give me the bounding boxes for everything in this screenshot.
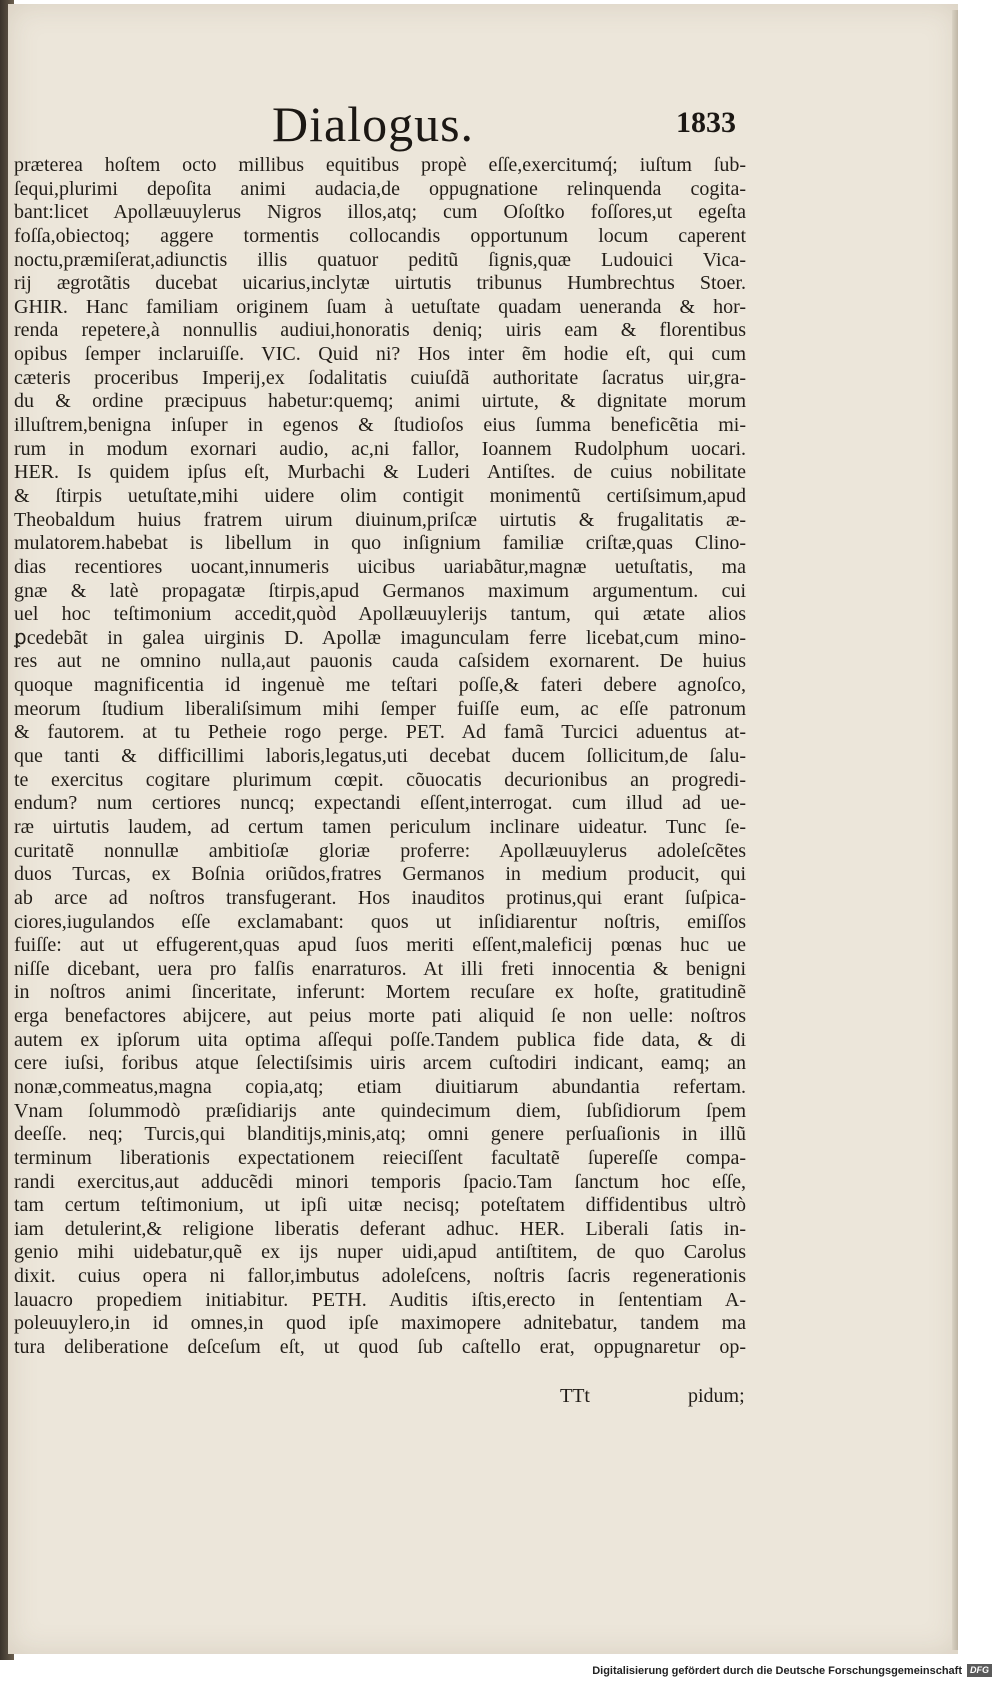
catchword: pidum; (688, 1385, 745, 1407)
text-line: in noſtros animi ſinceritate, inferunt: Mortem recuſare ex hoſte, gratitudinẽ (14, 981, 746, 1004)
text-line: poleuuylero,in id omnes,in quod ipſe maximopere adnitebatur, tandem ma (14, 1312, 746, 1335)
text-line: nonӕ,commeatus,magna copia,atq; etiam diuitiarum abundantia refertam. (14, 1075, 746, 1098)
text-line: bant:licet Apollӕuuylerus Nigros illos,atq; cum Oſoſtko foſſores,ut egeſta (14, 201, 746, 224)
text-line: dixit. cuius opera ni fallor,imbutus adoleſcens, noſtris ſacris regenerationis (14, 1265, 746, 1288)
text-line: rӕ uirtutis laudem, ad certum tamen periculum inclinare uideatur. Tunc ſe- (14, 815, 746, 838)
text-line: curitatẽ nonnullӕ ambitioſӕ gloriӕ proferre: Apollӕuuylerus adoleſcẽtes (14, 839, 746, 862)
text-line: meorum ſtudium liberaliſsimum mihi ſemper fuiſſe eum, ac eſſe patronum (14, 697, 746, 720)
text-line: randi exercitus,aut adducẽdi minori temporis ſpacio.Tam ſanctum hoc eſſe, (14, 1170, 746, 1193)
text-line: cӕteris proceribus Imperij,ex ſodalitatis cuiuſdã authoritate ſacratus uir,gra- (14, 366, 746, 389)
text-line: GHIR. Hanc familiam originem ſuam à uetuſtate quadam ueneranda & hor- (14, 295, 746, 318)
text-line: terminum liberationis expectationem reieciſſent facultatẽ ſupereſſe compa- (14, 1146, 746, 1169)
text-line: uel hoc teſtimonium accedit,quòd Apollӕuuylerijs tantum, qui ӕtate alios (14, 603, 746, 626)
paper-edge (952, 10, 958, 1650)
text-line: erga benefactores abijcere, aut peius morte pati aliquid ſe non uelle: noſtros (14, 1005, 746, 1028)
page-number: 1833 (676, 106, 736, 139)
digitization-credit-bar (0, 1660, 1000, 1683)
text-line: noctu,prӕmiſerat,adiunctis illis quatuor peditũ ſignis,quӕ Ludouici Vica- (14, 248, 746, 271)
text-line: lauacro propediem initiabitur. PETH. Auditis iſtis,erecto in ſententiam A- (14, 1288, 746, 1311)
text-line: genio mihi uidebatur,quẽ ex ijs nuper uidi,apud antiſtitem, de quo Carolus (14, 1241, 746, 1264)
dfg-logo-icon: DFG (967, 1664, 992, 1677)
signature-mark: TTt (560, 1385, 590, 1407)
text-line: quoque magnificentia id ingenuè me teſtari poſſe,& fateri debere agnoſco, (14, 674, 746, 697)
funding-credit: Digitalisierung gefördert durch die Deutsche Forschungsgemeinschaft (592, 1665, 962, 1677)
text-line: duos Turcas, ex Boſnia oriũdos,fratres Germanos in medium producit, qui (14, 863, 746, 886)
text-line: res aut ne omnino nulla,aut pauonis cauda caſsidem exornarent. De huius (14, 650, 746, 673)
text-line: ſequi,plurimi depoſita animi audacia,de oppugnatione relinquenda cogita- (14, 177, 746, 200)
text-line: niſſe dicebant, uera pro falſis enarraturos. At illi freti innocentia & benigni (14, 957, 746, 980)
text-line: deeſſe. neq; Turcis,qui blanditijs,minis,atq; omni genere perſuaſionis in illũ (14, 1123, 746, 1146)
text-line: mulatorem.habebat is libellum in quo inſignium familiӕ criſtӕ,quas Clino- (14, 532, 746, 555)
text-line: prӕterea hoſtem octo millibus equitibus propè eſſe,exercitumq́; iuſtum ſub- (14, 154, 746, 176)
body-text (14, 154, 746, 1360)
text-line: HER. Is quidem ipſus eſt, Murbachi & Luderi Antiſtes. de cuius nobilitate (14, 461, 746, 484)
text-line: dias recentiores uocant,innumeris uicibus uariabãtur,magnӕ uetuſtatis, ma (14, 555, 746, 578)
text-line: iam detulerint,& religione liberatis deferant adhuc. HER. Liberali ſatis in- (14, 1217, 746, 1240)
text-line: endum? num certiores nuncq; expectandi eſſent,interrogat. cum illud ad ue- (14, 792, 746, 815)
text-line: & fautorem. at tu Petheie rogo perge. PET. Ad famã Turcici aduentus at- (14, 721, 746, 744)
running-head: Dialogus. (272, 96, 475, 152)
text-line: fuiſſe: aut ut effugerent,quas apud ſuos meriti eſſent,maleficij pœnas huc ue (14, 934, 746, 957)
text-line: & ſtirpis uetuſtate,mihi uidere olim contigit monimentũ certiſsimum,apud (14, 484, 746, 507)
text-line: tam certum teſtimonium, ut ipſi uitӕ necisq; poteſtatem diffidentibus ultrò (14, 1194, 746, 1217)
text-line: foſſa,obiectoq; aggere tormentis collocandis opportunum locum caperent (14, 224, 746, 247)
text-line: illuſtrem,benigna inſuper in egenos & ſtudioſos eius ſumma beneficẽtia mi- (14, 414, 746, 437)
text-line: du & ordine prӕcipuus habetur:quemq; animi uirtute, & dignitate morum (14, 390, 746, 413)
text-line: tura deliberatione deſceſum eſt, ut quod ſub caſtello erat, oppugnaretur op- (14, 1336, 746, 1359)
text-line: rum in modum exornari audio, ac,ni fallor, Ioannem Rudolphum uocari. (14, 437, 746, 460)
text-line: ab arce ad noſtros transfugerant. Hos inauditos protinus,qui erant ſuſpica- (14, 886, 746, 909)
text-line: autem ex ipſorum uita optima aſſequi poſſe.Tandem publica fide data, & di (14, 1028, 746, 1051)
text-line: que tanti & difficillimi laboris,legatus,uti decebat ducem ſollicitum,de ſalu- (14, 745, 746, 768)
text-line: Theobaldum huius fratrem uirum diuinum,priſcӕ uirtutis & frugalitatis ӕ- (14, 508, 746, 531)
text-line: ciores,iugulandos eſſe exclamabant: quos ut inſidiarentur noſtris, emiſſos (14, 910, 746, 933)
text-line: gnӕ & latè propagatӕ ſtirpis,apud Germanos maximum argumentum. cui (14, 579, 746, 602)
text-line: cere iuſsi, foribus atque ſelectiſsimis uiris arcem cuſtodiri indicant, eamq; an (14, 1052, 746, 1075)
text-line: rij ӕgrotãtis ducebat uicarius,inclytӕ uirtutis tribunus Humbrechtus Stoer. (14, 272, 746, 295)
text-line: renda repetere,à nonnullis audiui,honoratis deniq; uiris eam & florentibus (14, 319, 746, 342)
text-line: Vnam ſolummodò prӕſidiarijs ante quindecimum diem, ſubſidiorum ſpem (14, 1099, 746, 1122)
text-line: ꝑcedebãt in galea uirginis D. Apollӕ imagunculam ferre licebat,cum mino- (14, 626, 746, 649)
text-line: te exercitus cogitare plurimum cœpit. cõuocatis decurionibus an progredi- (14, 768, 746, 791)
text-line: opibus ſemper inclaruiſſe. VIC. Quid ni? Hos inter ẽm hodie eſt, qui cum (14, 343, 746, 366)
